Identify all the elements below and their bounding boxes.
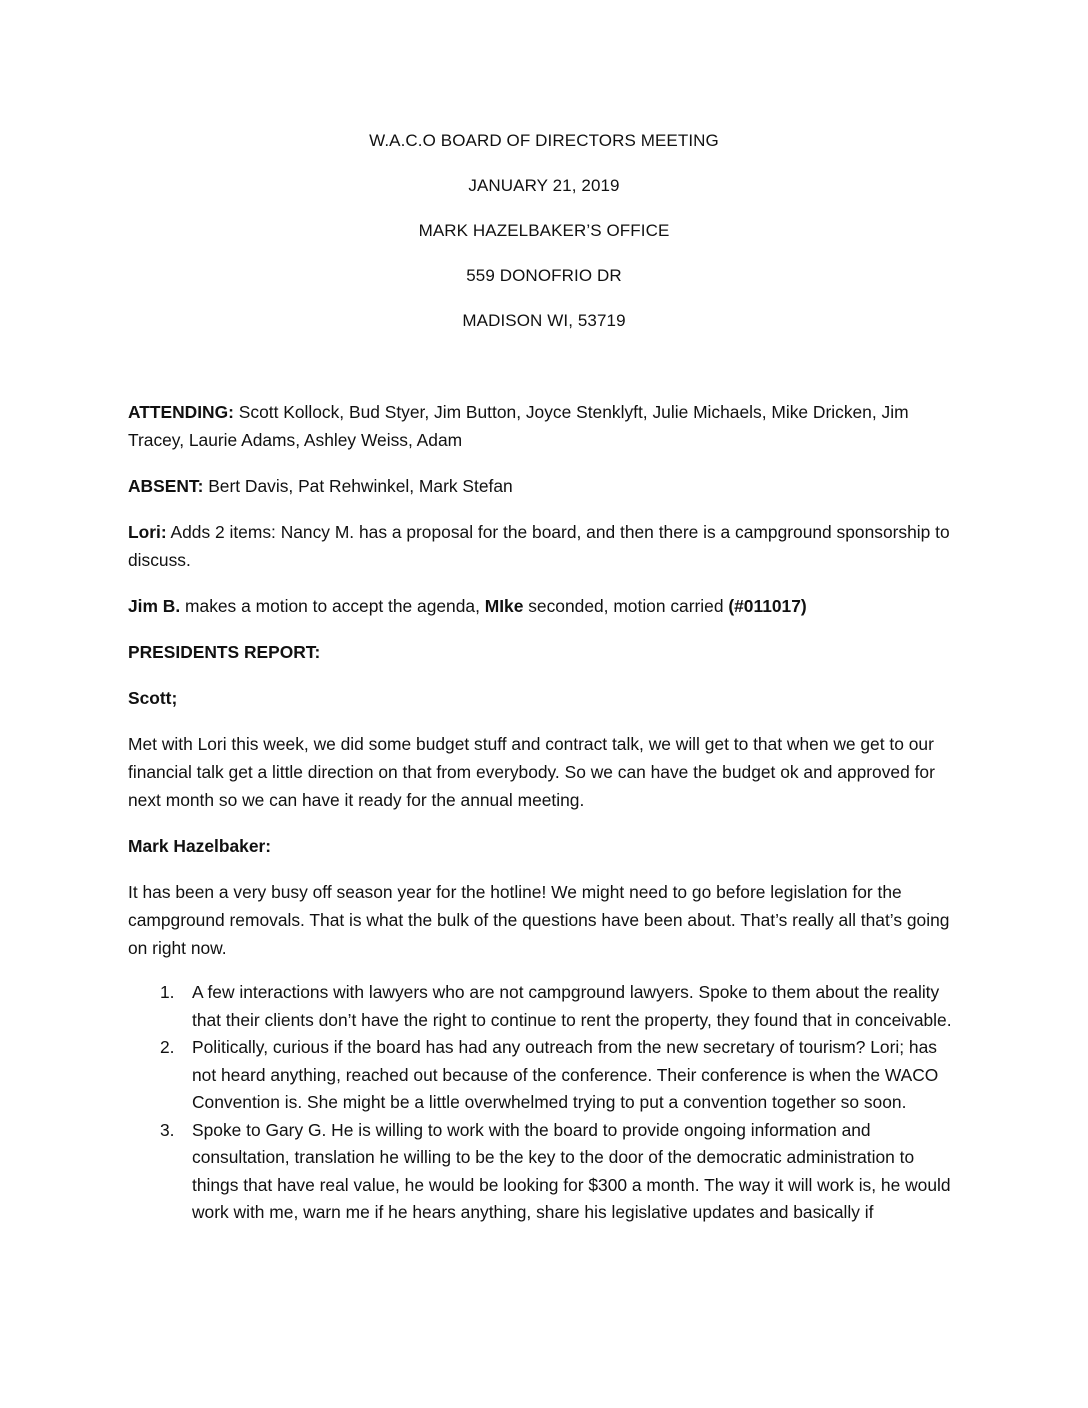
minutes-body [128,398,960,1227]
report-items-list [128,979,960,1227]
attending-label: ATTENDING: [128,402,234,422]
motion-text-2: seconded, motion carried [523,596,729,616]
list-item-number: 2. [160,1037,175,1057]
motion-name-1: Jim B. [128,596,181,616]
lori-label: Lori: [128,522,167,542]
meeting-date: JANUARY 21, 2019 [468,176,620,195]
scott-paragraph: Met with Lori this week, we did some budget stuff and contract talk, we will get to that when we get to our financial talk get a little direction on that from everybody. So we can have the budget ok and approved for next month so we can have it ready for the annual meeting. [128,734,935,810]
list-item [128,1117,960,1227]
mark-heading: Mark Hazelbaker: [128,836,272,856]
meeting-city: MADISON WI, 53719 [462,311,626,330]
meeting-location: MARK HAZELBAKER’S OFFICE [418,221,670,240]
lori-text: Adds 2 items: Nancy M. has a proposal for the board, and then there is a campground sponsorship to discuss. [128,522,950,570]
meeting-street: 559 DONOFRIO DR [466,266,622,285]
lori-paragraph [128,518,960,574]
presidents-report-heading: PRESIDENTS REPORT: [128,642,321,662]
attending-names: Scott Kollock, Bud Styer, Jim Button, Joyce Stenklyft, Julie Michaels, Mike Dricken, Jim Tracey, Laurie Adams, Ashley Weiss, Adam [128,402,909,450]
absent-label: ABSENT: [128,476,204,496]
motion-text-1: makes a motion to accept the agenda, [180,596,485,616]
mark-paragraph: It has been a very busy off season year for the hotline! We might need to go before legislation for the campground removals. That is what the bulk of the questions have been about. That’s really all that’s going on right now. [128,882,950,958]
attending-paragraph [128,398,960,454]
meeting-title: W.A.C.O BOARD OF DIRECTORS MEETING [369,131,719,150]
list-item [128,979,960,1034]
motion-paragraph [128,592,960,620]
motion-code: (#011017) [728,596,807,616]
list-item-number: 1. [160,982,175,1002]
list-item-text: Politically, curious if the board has had any outreach from the new secretary of tourism? Lori; has not heard anything, reached out because of the conference. Their conference is when the WACO Convention is. She might be a little overwhelmed trying to put a convention together so soon. [192,1037,939,1112]
scott-heading: Scott; [128,688,178,708]
list-item-text: A few interactions with lawyers who are not campground lawyers. Spoke to them about the reality that their clients don’t have the right to continue to rent the property, they found that in conceivable. [192,982,952,1030]
meeting-header [0,128,1088,353]
list-item-text: Spoke to Gary G. He is willing to work with the board to provide ongoing information and consultation, translation he willing to be the key to the door of the democratic administration to things that have real value, he would be looking for $300 a month. The way it will work is, he would work with me, warn me if he hears anything, share his legislative updates and basically if [192,1119,951,1222]
absent-paragraph [128,472,960,500]
list-item-number: 3. [160,1119,175,1140]
absent-names: Bert Davis, Pat Rehwinkel, Mark Stefan [203,476,513,496]
list-item [128,1034,960,1117]
motion-name-2: MIke [484,596,524,616]
